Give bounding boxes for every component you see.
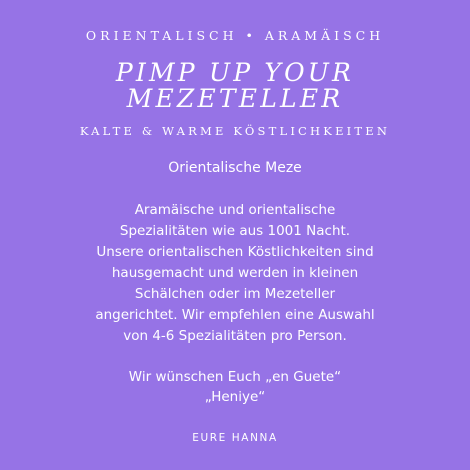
paragraph-line: Aramäische und orientalische xyxy=(134,202,336,218)
paragraph-line: von 4-6 Spezialitäten pro Person. xyxy=(123,328,347,344)
cuisine-kicker: ORIENTALISCH • ARAMÄISCH xyxy=(85,28,385,43)
poster-title-line-2: MEZETELLER xyxy=(126,84,344,113)
paragraph-line: Schälchen oder im Mezeteller xyxy=(134,286,336,302)
section-heading: Orientalische Meze xyxy=(168,160,302,176)
paragraph-line: Unsere orientalischen Köstlichkeiten sind xyxy=(96,244,374,260)
poster-title-line-1: PIMP UP YOUR xyxy=(115,58,355,87)
signature: EURE HANNA xyxy=(192,432,278,444)
wish-line: „Heniye“ xyxy=(204,389,266,405)
wish-line: Wir wünschen Euch „en Guete“ xyxy=(128,369,342,385)
paragraph-line: hausgemacht und werden in kleinen xyxy=(111,265,359,281)
paragraph-line: angerichtet. Wir empfehlen eine Auswahl xyxy=(95,307,375,323)
poster-subtitle: KALTE & WARME KÖSTLICHKEITEN xyxy=(79,124,391,138)
paragraph-line: Spezialitäten wie aus 1001 Nacht. xyxy=(119,223,351,239)
